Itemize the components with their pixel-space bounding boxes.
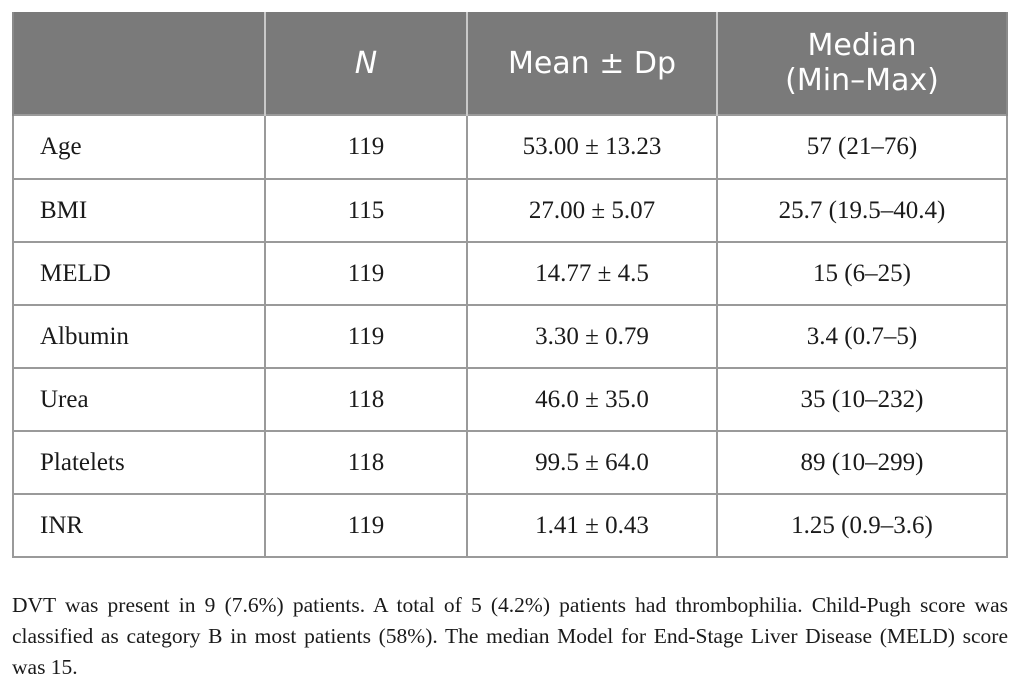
cell-mean-dp: 53.00 ± 13.23 [467, 115, 717, 179]
cell-variable: Albumin [13, 305, 265, 368]
cell-n: 118 [265, 431, 467, 494]
table-header-row [13, 12, 1007, 115]
header-mean-dp: Mean ± Dp [467, 12, 717, 115]
header-variable [13, 12, 265, 115]
cell-mean-dp: 46.0 ± 35.0 [467, 368, 717, 431]
cell-n: 115 [265, 179, 467, 242]
cell-n: 119 [265, 115, 467, 179]
table-row [13, 368, 1007, 431]
cell-mean-dp: 3.30 ± 0.79 [467, 305, 717, 368]
table-row [13, 305, 1007, 368]
cell-median-range: 57 (21–76) [717, 115, 1007, 179]
cell-median-range: 35 (10–232) [717, 368, 1007, 431]
cell-n: 118 [265, 368, 467, 431]
cell-median-range: 25.7 (19.5–40.4) [717, 179, 1007, 242]
table-row [13, 115, 1007, 179]
cell-mean-dp: 14.77 ± 4.5 [467, 242, 717, 305]
cell-median-range: 1.25 (0.9–3.6) [717, 494, 1007, 557]
cell-mean-dp: 99.5 ± 64.0 [467, 431, 717, 494]
cell-variable: Platelets [13, 431, 265, 494]
cell-median-range: 15 (6–25) [717, 242, 1007, 305]
cell-n: 119 [265, 494, 467, 557]
cell-mean-dp: 1.41 ± 0.43 [467, 494, 717, 557]
header-n: N [265, 12, 467, 115]
header-median-line1: Median [807, 28, 917, 63]
table-row [13, 431, 1007, 494]
cell-median-range: 3.4 (0.7–5) [717, 305, 1007, 368]
cell-n: 119 [265, 305, 467, 368]
data-table-container [12, 12, 1006, 558]
header-median-line2: (Min–Max) [785, 63, 939, 98]
cell-variable: Age [13, 115, 265, 179]
table-row [13, 242, 1007, 305]
cell-mean-dp: 27.00 ± 5.07 [467, 179, 717, 242]
cell-n: 119 [265, 242, 467, 305]
cell-variable: Urea [13, 368, 265, 431]
cell-median-range: 89 (10–299) [717, 431, 1007, 494]
patient-characteristics-table [12, 12, 1008, 558]
table-body [13, 115, 1007, 557]
cell-variable: INR [13, 494, 265, 557]
cell-variable: BMI [13, 179, 265, 242]
table-row [13, 494, 1007, 557]
table-footnote: DVT was present in 9 (7.6%) patients. A total of 5 (4.2%) patients had thrombophilia. Child-Pugh score was classified as category B in most patients (58%). The median Model for End-Stage Liver Disease (MELD) score was 15. [12, 592, 1008, 679]
cell-variable: MELD [13, 242, 265, 305]
table-row [13, 179, 1007, 242]
header-median-range [717, 12, 1007, 115]
